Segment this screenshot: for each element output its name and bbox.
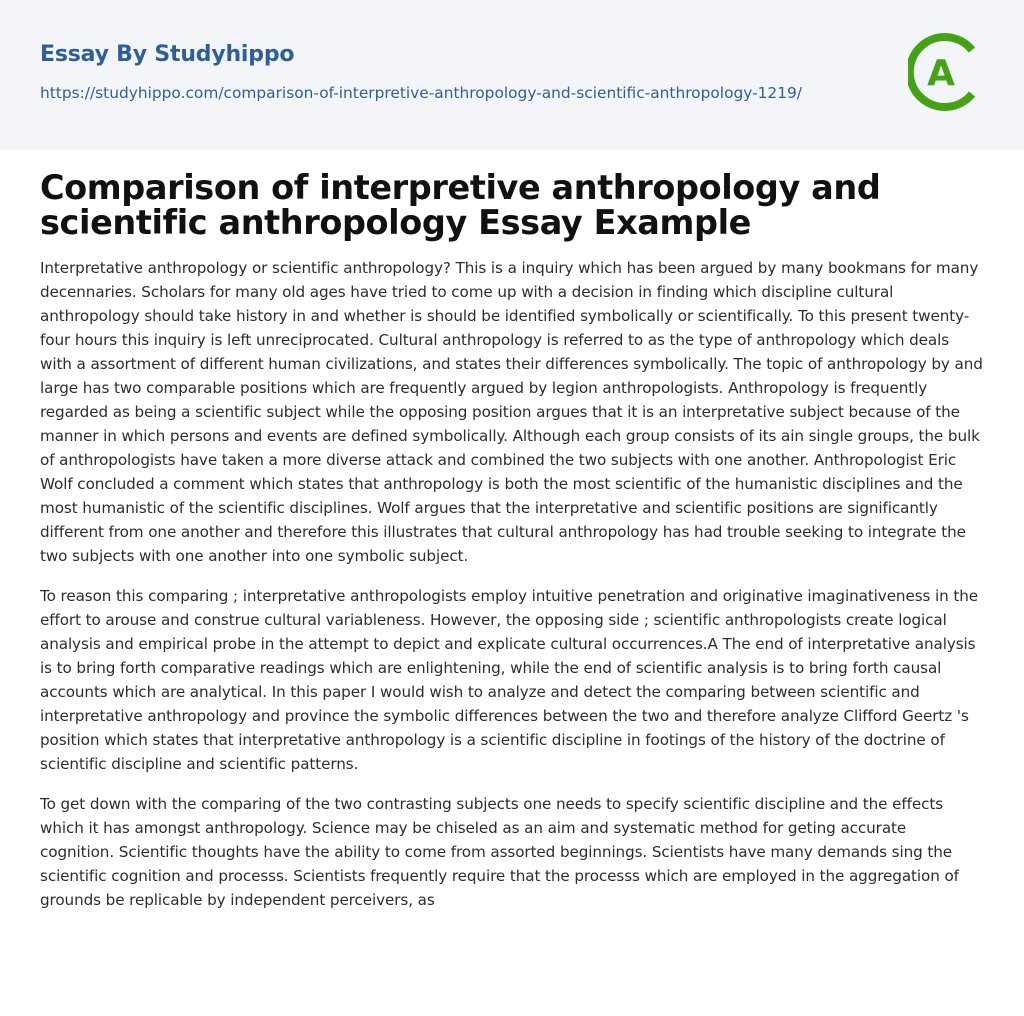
- article-body: [40, 256, 984, 928]
- article-paragraph: Interpretative anthropology or scientific anthropology? This is a inquiry which has been argued by many bookmans for many decennaries. Scholars for many old ages have tried to come up with a decision in finding which discipline cultural anthropology should take history in and whether is should be identified symbolically or scientifically. To this present twenty-four hours this inquiry is left unreciprocated. Cultural anthropology is referred to as the type of anthropology which deals with a assortment of different human civilizations, and states their differences symbolically. The topic of anthropology by and large has two comparable positions which are frequently argued by legion anthropologists. Anthropology is frequently regarded as being a scientific subject while the opposing position argues that it is an interpretative subject because of the manner in which persons and events are defined symbolically. Although each group consists of its ain single groups, the bulk of anthropologists have taken a more diverse attack and combined the two subjects with one another. Anthropologist Eric Wolf concluded a comment which states that anthropology is both the most scientific of the humanistic disciplines and the most humanistic of the scientific disciplines. Wolf argues that the interpretative and scientific positions are significantly different from one another and therefore this illustrates that cultural anthropology has had trouble seeking to integrate the two subjects with one another into one symbolic subject.: [40, 259, 983, 565]
- site-header: [0, 0, 1024, 150]
- article-title: Comparison of interpretive anthropology and scientific anthropology Essay Example: [40, 168, 881, 242]
- page-url-link[interactable]: https://studyhippo.com/comparison-of-interpretive-anthropology-and-scientific-anthropology-1219/: [40, 84, 802, 102]
- article-paragraph: To get down with the comparing of the two contrasting subjects one needs to specify scientific discipline and the effects which it has amongst anthropology. Science may be chiseled as an aim and systematic method for geting accurate cognition. Scientific thoughts have the ability to come from assorted beginnings. Scientists have many demands sing the scientific cognition and processs. Scientists frequently require that the processs which are employed in the aggregation of grounds be replicable by independent perceivers, as: [40, 795, 959, 909]
- logo-ring-icon[interactable]: [908, 28, 990, 116]
- logo-letter: A: [927, 53, 955, 94]
- site-brand[interactable]: Essay By Studyhippo: [40, 42, 295, 67]
- article-paragraph: To reason this comparing ; interpretative anthropologists employ intuitive penetration and originative imaginativeness in the effort to arouse and construe cultural variableness. However, the opposing side ; scientific anthropologists create logical analysis and empirical probe in the attempt to depict and explicate cultural occurrences.A The end of interpretative analysis is to bring forth comparative readings which are enlightening, while the end of scientific analysis is to bring forth causal accounts which are analytical. In this paper I would wish to analyze and detect the comparing between scientific and interpretative anthropology and province the symbolic differences between the two and therefore analyze Clifford Geertz 's position which states that interpretative anthropology is a scientific discipline in footings of the history of the doctrine of scientific discipline and scientific patterns.: [40, 587, 979, 773]
